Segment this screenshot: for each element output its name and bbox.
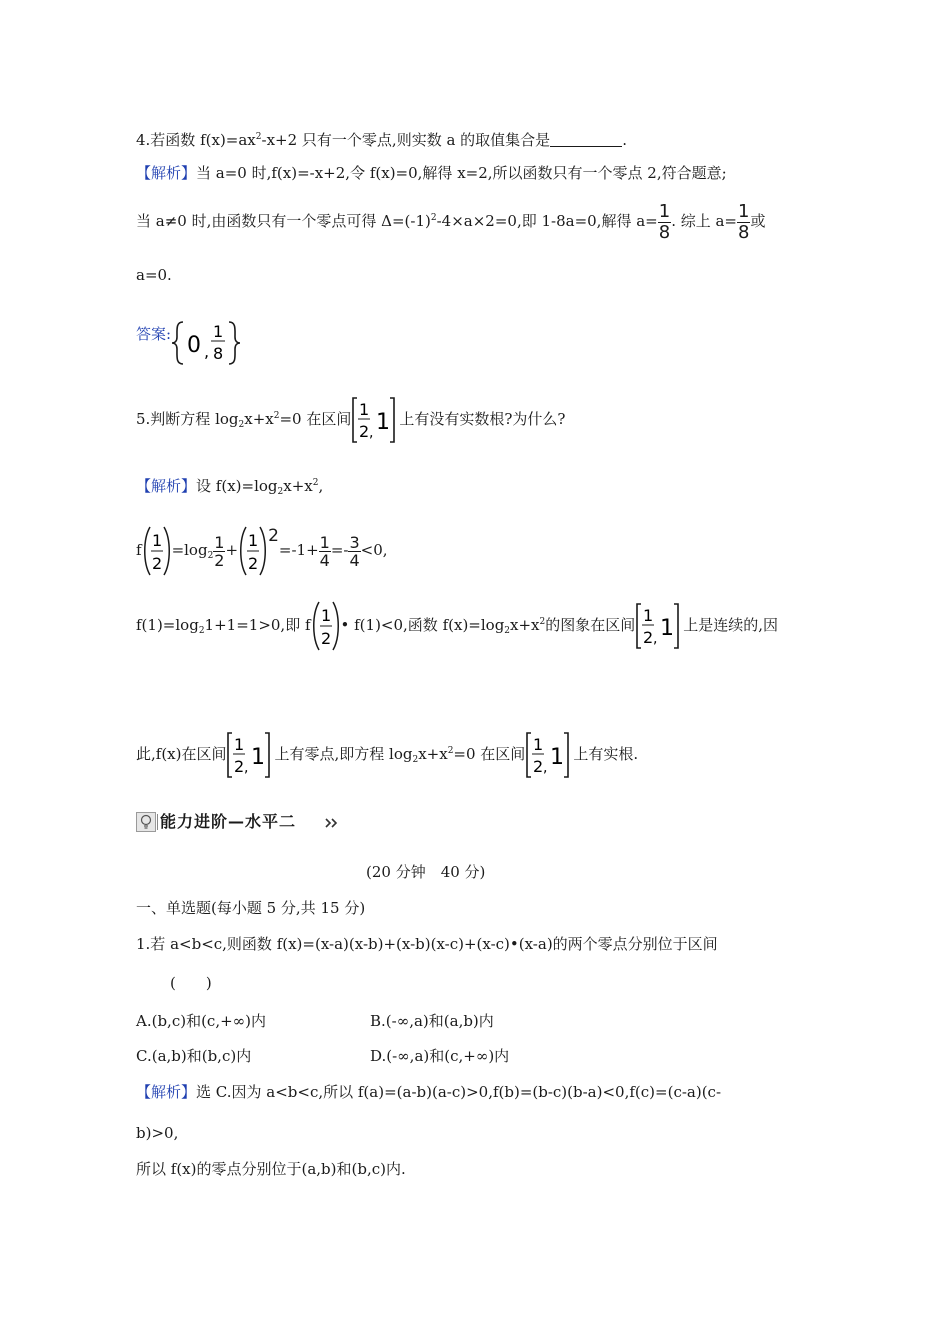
q4-solution-line1 bbox=[136, 163, 727, 183]
last-c: x+x bbox=[418, 745, 448, 763]
frac-numerator: 1 bbox=[319, 532, 330, 552]
q4-stem-end: . bbox=[622, 131, 627, 149]
q4-stem-b: -x+2 只有一个零点,则实数 a 的取值集合是 bbox=[261, 131, 551, 149]
q5-set-b: x+x bbox=[283, 477, 313, 495]
q4-line1-text: 当 a=0 时,f(x)=-x+2,令 f(x)=0,解得 x=2,所以函数只有一个零点 2,符合题意; bbox=[196, 164, 727, 182]
interval-right: 1 bbox=[550, 745, 565, 770]
solution-tag: 【解析】 bbox=[136, 477, 197, 495]
q1-sol3-text: 所以 f(x)的零点分别位于(a,b)和(b,c)内. bbox=[136, 1160, 406, 1178]
q1-solution-line2 bbox=[136, 1123, 178, 1143]
option-d-text: D.(-∞,a)和(c,+∞)内 bbox=[370, 1047, 510, 1065]
frac-denominator: 4 bbox=[349, 550, 360, 570]
option-c-text: C.(a,b)和(b,c)内 bbox=[136, 1047, 252, 1065]
right-bracket bbox=[564, 733, 568, 777]
f1-b: 1+1=1>0,即 f bbox=[204, 616, 311, 634]
q4-stem-a: 4.若函数 f(x)=ax bbox=[136, 131, 256, 149]
q4-line2-b: -4×a×2=0,即 1-8a=0,解得 a= bbox=[436, 212, 658, 230]
section-time bbox=[366, 862, 485, 882]
set-comma: , bbox=[204, 342, 210, 361]
q4-line2-c: . 综上 a= bbox=[671, 212, 738, 230]
q1-sol1-text: 选 C.因为 a<b<c,所以 f(a)=(a-b)(a-c)>0,f(b)=(b-c)(b-a)<0,f(c)=(c-a)(c- bbox=[196, 1083, 722, 1101]
left-paren bbox=[241, 527, 246, 575]
paren-denominator: 2 bbox=[151, 554, 162, 573]
interval-half-to-one bbox=[226, 731, 274, 779]
interval-half-to-one bbox=[525, 731, 573, 779]
q5-stem-sup: 2 bbox=[273, 411, 280, 421]
set-frac-numerator: 1 bbox=[213, 322, 224, 341]
last-b: 上有零点,即方程 log bbox=[274, 745, 413, 763]
option-b bbox=[370, 1011, 494, 1031]
q4-answer bbox=[136, 310, 267, 367]
paren-numerator: 1 bbox=[248, 531, 259, 550]
paren-numerator: 1 bbox=[151, 531, 162, 550]
f1-d: x+x bbox=[510, 616, 540, 634]
q1-sol2-text: b)>0, bbox=[136, 1124, 179, 1142]
frac-numerator: 1 bbox=[214, 532, 225, 552]
interval-denominator: 2 bbox=[643, 628, 654, 647]
calc-f: f bbox=[136, 541, 142, 559]
answer-paren: ( ) bbox=[170, 974, 212, 992]
left-paren bbox=[144, 527, 149, 575]
fraction-one-eighth bbox=[658, 202, 671, 243]
interval-right: 1 bbox=[376, 410, 391, 435]
calc-end: <0, bbox=[360, 541, 388, 559]
q5-set-sub: 2 bbox=[277, 487, 284, 497]
q5-calc-line bbox=[136, 508, 388, 584]
frac-numerator: 1 bbox=[658, 200, 671, 222]
paren-half-squared bbox=[238, 523, 268, 579]
interval-comma: , bbox=[543, 760, 548, 776]
q1-answer-paren bbox=[170, 973, 212, 993]
interval-half-to-one bbox=[351, 396, 399, 444]
interval-half-to-one bbox=[635, 602, 683, 650]
left-brace bbox=[172, 322, 183, 364]
frac-numerator: 1 bbox=[738, 200, 750, 222]
frac-denominator: 4 bbox=[319, 550, 330, 570]
paren-denominator: 2 bbox=[248, 554, 259, 573]
right-paren bbox=[260, 527, 265, 575]
q4-line2-d: 或 bbox=[750, 212, 766, 230]
interval-numerator: 1 bbox=[643, 606, 654, 625]
q5-solution-set bbox=[136, 473, 323, 502]
set-element-zero: 0 bbox=[187, 333, 202, 358]
paren-numerator: 1 bbox=[320, 606, 331, 625]
left-bracket bbox=[637, 604, 641, 648]
section-title: 能力进阶—水平二 bbox=[160, 812, 297, 831]
time-text: (20 分钟 40 分) bbox=[366, 863, 486, 881]
q5-stem-b: x+x bbox=[244, 410, 274, 428]
calc-plus: + bbox=[225, 541, 239, 559]
set-frac-denominator: 8 bbox=[213, 344, 224, 363]
right-paren bbox=[164, 527, 169, 575]
q4-solution-line2 bbox=[136, 198, 765, 243]
f1-a: f(1)=log bbox=[136, 616, 199, 634]
frac-half-1 bbox=[213, 534, 225, 569]
frac-denominator: 2 bbox=[214, 550, 225, 570]
frac-quarter bbox=[319, 534, 331, 569]
part-text: 一、单选题(每小题 5 分,共 15 分) bbox=[136, 899, 366, 917]
option-a-text: A.(b,c)和(c,+∞)内 bbox=[136, 1012, 267, 1030]
interval-denominator: 2 bbox=[533, 757, 544, 776]
fraction-one-eighth-2 bbox=[737, 202, 750, 243]
answer-blank bbox=[550, 132, 622, 147]
answer-set bbox=[171, 319, 267, 367]
calc-mid: =-1+ bbox=[278, 541, 319, 559]
interval-denominator: 2 bbox=[359, 422, 370, 441]
q5-stem-c: =0 在区间 bbox=[279, 410, 352, 428]
q1-solution-line1 bbox=[136, 1082, 721, 1102]
q5-stem-d: 上有没有实数根?为什么? bbox=[399, 410, 566, 428]
interval-comma: , bbox=[653, 631, 658, 647]
q5-stem-a: 5.判断方程 log bbox=[136, 410, 239, 428]
banner-divider bbox=[157, 814, 158, 830]
f1-sub2: 2 bbox=[504, 626, 511, 636]
q5-set-c: , bbox=[318, 477, 324, 495]
left-bracket bbox=[228, 733, 232, 777]
q5-set-sup: 2 bbox=[312, 478, 319, 488]
interval-right: 1 bbox=[251, 745, 266, 770]
interval-comma: , bbox=[244, 760, 249, 776]
frac-numerator: 3 bbox=[349, 532, 360, 552]
paren-denominator: 2 bbox=[320, 629, 331, 648]
last-sub: 2 bbox=[412, 755, 419, 765]
lightbulb-icon bbox=[136, 812, 158, 832]
interval-denominator: 2 bbox=[234, 757, 245, 776]
q5-set-a: 设 f(x)=log bbox=[196, 477, 278, 495]
q4-stem-sup: 2 bbox=[255, 132, 262, 142]
q4-stem bbox=[136, 127, 627, 150]
f1-e: 的图象在区间 bbox=[545, 616, 636, 634]
q5-stem-sub: 2 bbox=[238, 420, 245, 430]
q5-f1-line bbox=[136, 594, 778, 659]
q1-solution-line3 bbox=[136, 1159, 406, 1179]
interval-comma: , bbox=[369, 425, 374, 441]
right-paren bbox=[333, 602, 338, 650]
section-banner bbox=[136, 812, 346, 832]
option-a bbox=[136, 1011, 266, 1031]
f1-f: 上是连续的,因 bbox=[683, 616, 779, 634]
calc-eq-log: =log bbox=[171, 541, 208, 559]
left-paren bbox=[313, 602, 318, 650]
q4-solution-line3 bbox=[136, 265, 172, 285]
option-d bbox=[370, 1046, 509, 1066]
calc-minus: =- bbox=[330, 541, 349, 559]
right-bracket bbox=[674, 604, 678, 648]
last-d: =0 在区间 bbox=[453, 745, 526, 763]
calc-sub: 2 bbox=[207, 551, 214, 561]
f1-c: • f(1)<0,函数 f(x)=log bbox=[340, 616, 505, 634]
q1-stem-text: 1.若 a<b<c,则函数 f(x)=(x-a)(x-b)+(x-b)(x-c)+(x-c)•(x-a)的两个零点分别位于区间 bbox=[136, 935, 718, 953]
q1-stem bbox=[136, 934, 718, 954]
f1-sub: 2 bbox=[198, 626, 205, 636]
last-a: 此,f(x)在区间 bbox=[136, 745, 227, 763]
frac-denominator: 8 bbox=[738, 221, 750, 243]
right-bracket bbox=[390, 398, 394, 442]
solution-tag: 【解析】 bbox=[136, 164, 197, 182]
right-bracket bbox=[265, 733, 269, 777]
left-bracket bbox=[527, 733, 531, 777]
f1-sup: 2 bbox=[539, 617, 546, 627]
interval-numerator: 1 bbox=[234, 735, 245, 754]
double-chevron-icon bbox=[324, 817, 340, 829]
q5-stem bbox=[136, 392, 565, 449]
option-b-text: B.(-∞,a)和(a,b)内 bbox=[370, 1012, 494, 1030]
q4-line2-a: 当 a≠0 时,由函数只有一个零点可得 Δ=(-1) bbox=[136, 212, 431, 230]
paren-half bbox=[311, 598, 341, 654]
solution-tag: 【解析】 bbox=[136, 1083, 197, 1101]
right-brace bbox=[229, 322, 240, 364]
frac-three-quarters bbox=[348, 534, 360, 569]
last-sup: 2 bbox=[447, 746, 454, 756]
left-bracket bbox=[353, 398, 357, 442]
part-heading bbox=[136, 898, 365, 918]
q5-last-line bbox=[136, 727, 638, 784]
interval-numerator: 1 bbox=[533, 735, 544, 754]
calc-power: 2 bbox=[268, 526, 279, 546]
last-e: 上有实根. bbox=[573, 745, 639, 763]
interval-numerator: 1 bbox=[359, 400, 370, 419]
frac-denominator: 8 bbox=[658, 221, 671, 243]
option-c bbox=[136, 1046, 251, 1066]
answer-label: 答案: bbox=[136, 325, 172, 343]
q4-line3-text: a=0. bbox=[136, 266, 172, 284]
q4-line2-sup: 2 bbox=[430, 213, 437, 223]
interval-right: 1 bbox=[660, 616, 675, 641]
paren-half bbox=[142, 523, 172, 579]
